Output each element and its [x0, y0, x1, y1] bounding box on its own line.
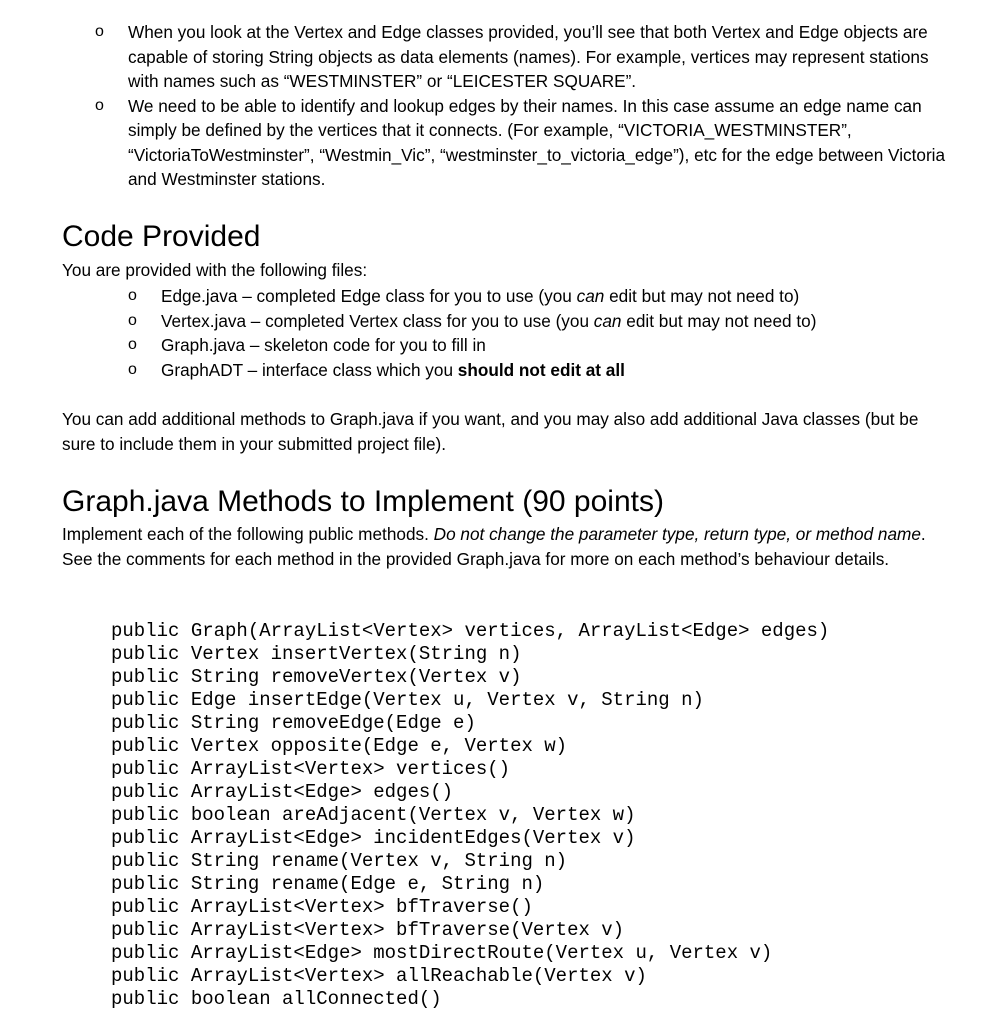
code-provided-heading: Code Provided: [62, 220, 261, 253]
list-item: [0, 20, 990, 94]
method-signature: public boolean areAdjacent(Vertex v, Vertex w): [111, 804, 636, 826]
list-item: [0, 309, 990, 334]
intro-bullet-list: [0, 20, 990, 192]
file-text: Graph.java – skeleton code for you to fill in: [161, 335, 486, 355]
method-signature: public ArrayList<Edge> mostDirectRoute(Vertex u, Vertex v): [111, 942, 773, 964]
bullet-marker: o: [95, 23, 104, 40]
methods-intro-text: Implement each of the following public methods.: [62, 524, 434, 544]
methods-intro-text: . See the comments for each method in the provided Graph.java for more on each method’s behaviour details.: [62, 524, 926, 569]
bullet-text: When you look at the Vertex and Edge classes provided, you’ll see that both Vertex and Edge objects are capable of storing String objects as data elements (names). For example, vertices may represent stations with names such as “WESTMINSTER” or “LEICESTER SQUARE”.: [128, 22, 929, 91]
file-text: edit but may not need to): [621, 310, 817, 331]
method-signature: public String removeEdge(Edge e): [111, 712, 476, 734]
file-text-emphasis: can: [593, 310, 622, 331]
method-signature: public Graph(ArrayList<Vertex> vertices, ArrayList<Edge> edges): [111, 620, 830, 642]
method-signature: public ArrayList<Edge> edges(): [111, 781, 454, 803]
bullet-text: We need to be able to identify and lookup edges by their names. In this case assume an edge name can simply be defined by the vertices that it connects. (For example, “VICTORIA_WESTMINSTER”, “VictoriaToWestminster”, “Westmin_Vic”, “westminster_to_victoria_edge”), etc for the edge between Victoria and Westminster stations.: [128, 95, 946, 189]
method-signature: public Edge insertEdge(Vertex u, Vertex v, String n): [111, 689, 704, 711]
method-signature: public ArrayList<Vertex> bfTraverse(Vertex v): [111, 919, 625, 941]
method-signature: public Vertex opposite(Edge e, Vertex w): [111, 735, 568, 757]
file-text-emphasis: can: [576, 286, 605, 306]
methods-heading: Graph.java Methods to Implement (90 points): [62, 485, 664, 518]
bullet-marker: o: [128, 336, 137, 353]
file-text: Vertex.java – completed Vertex class for you to use (you: [161, 310, 594, 331]
list-item: [0, 284, 990, 309]
file-text-strong: should not edit at all: [457, 359, 625, 380]
bullet-marker: o: [128, 311, 137, 329]
file-text: edit but may not need to): [604, 286, 800, 306]
bullet-marker: o: [95, 96, 104, 114]
list-item: [0, 358, 990, 383]
method-signature-list: [111, 620, 829, 1011]
method-signature: public ArrayList<Vertex> vertices(): [111, 758, 511, 780]
list-item: [0, 333, 990, 358]
code-provided-intro: You are provided with the following files:: [62, 260, 368, 280]
method-signature: public Vertex insertVertex(String n): [111, 643, 522, 665]
methods-intro: [62, 522, 952, 571]
method-signature: public String rename(Vertex v, String n): [111, 850, 568, 872]
file-text: GraphADT – interface class which you: [161, 359, 458, 380]
methods-intro-emphasis: Do not change the parameter type, return type, or method name: [433, 524, 921, 544]
method-signature: public String removeVertex(Vertex v): [111, 666, 522, 688]
list-item: [0, 94, 990, 192]
bullet-marker: o: [128, 287, 137, 304]
method-signature: public String rename(Edge e, String n): [111, 873, 545, 895]
method-signature: public boolean allConnected(): [111, 988, 442, 1010]
bullet-marker: o: [128, 360, 137, 378]
additional-methods-note: You can add additional methods to Graph.java if you want, and you may also add additional Java classes (but be sure to include them in your submitted project file).: [62, 409, 919, 454]
method-signature: public ArrayList<Edge> incidentEdges(Vertex v): [111, 827, 636, 849]
provided-files-list: [0, 284, 990, 382]
method-signature: public ArrayList<Vertex> bfTraverse(): [111, 896, 533, 918]
file-text: Edge.java – completed Edge class for you to use (you: [161, 286, 577, 306]
method-signature: public ArrayList<Vertex> allReachable(Vertex v): [111, 965, 647, 987]
